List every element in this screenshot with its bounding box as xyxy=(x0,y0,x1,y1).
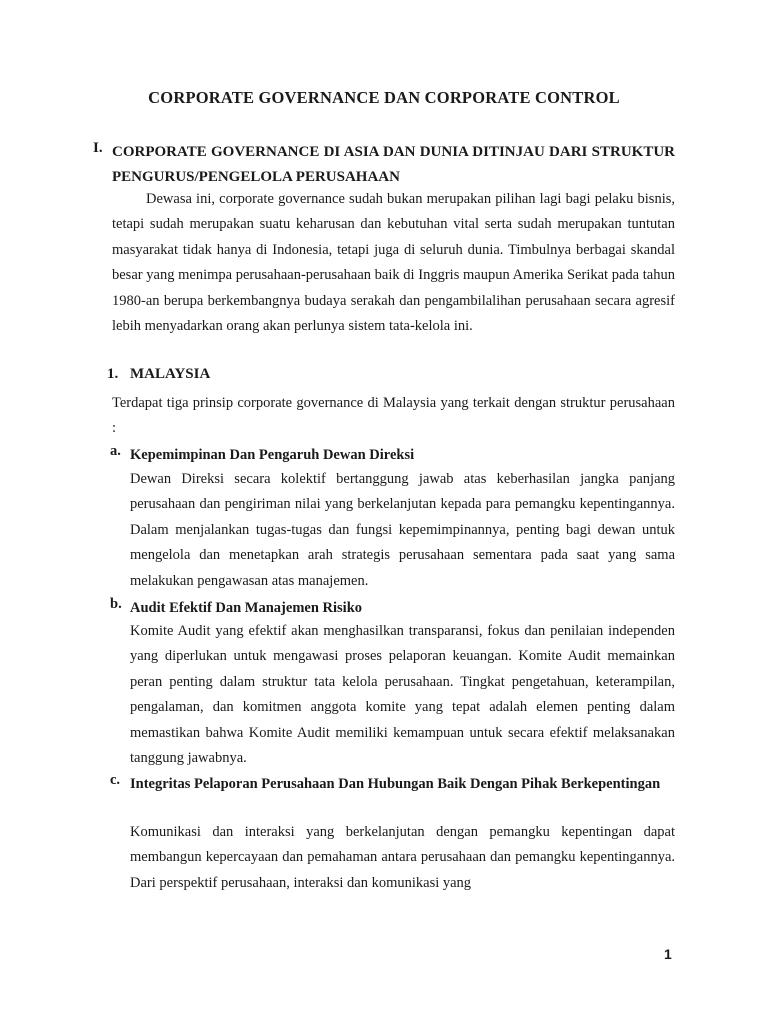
item-title: Audit Efektif Dan Manajemen Risiko xyxy=(130,600,363,616)
item-body: Komite Audit yang efektif akan menghasilkan transparansi, fokus dan penilaian independen yang diperlukan untuk mengawasi proses pelaporan keuangan. Komite Audit memainkan peran penting dalam struktur tata kelola perusahaan. Tingkat pengetahuan, keterampilan, pengalaman, dan komitmen anggota komite yang tepat adalah elemen penting dalam memastikan bahwa Komite Audit memiliki kemampuan untuk secara efektif melaksanakan tanggung jawabnya. xyxy=(130,623,675,767)
item-body: Dewan Direksi secara kolektif bertanggung jawab atas keberhasilan jangka panjang perusahaan dan pengiriman nilai yang berkelanjutan kepada para pemangku kepentingannya. Dalam menjalankan tugas-tugas dan fungsi kepemimpinannya, penting bagi dewan untuk mengelola dan menetapkan arah strategis perusahaan sementara pada saat yang sama melakukan pengawasan atas manajemen. xyxy=(130,471,675,589)
document-title: CORPORATE GOVERNANCE DAN CORPORATE CONTROL xyxy=(148,88,620,107)
item-title: Kepemimpinan Dan Pengaruh Dewan Direksi xyxy=(130,447,415,463)
section-title: CORPORATE GOVERNANCE DI ASIA DAN DUNIA DITINJAU DARI STRUKTUR PENGURUS/PENGELOLA PERUSAHAAN xyxy=(112,144,675,185)
item-title: Integritas Pelaporan Perusahaan Dan Hubungan Baik Dengan Pihak Berkepentingan xyxy=(130,776,661,792)
subsection-number: 1. xyxy=(107,366,119,382)
section-number: I. xyxy=(93,140,103,156)
item-letter: b. xyxy=(110,596,122,612)
section-intro-paragraph: Dewasa ini, corporate governance sudah bukan merupakan pilihan lagi bagi pelaku bisnis, tetapi sudah merupakan suatu keharusan dan kebutuhan vital serta sudah merupakan tuntutan masyarakat tidak hanya di Indonesia, tetapi juga di seluruh dunia. Timbulnya berbagai skandal besar yang menimpa perusahaan-perusahaan baik di Inggris maupun Amerika Serikat pada tahun 1980-an berupa berkembangnya budaya serakah dan pengambilalihan perusahaan secara agresif lebih menyadarkan orang akan perlunya sistem tata-kelola ini. xyxy=(112,191,675,335)
page-number: 1 xyxy=(664,946,672,962)
item-letter: a. xyxy=(110,443,121,459)
item-body: Komunikasi dan interaksi yang berkelanjutan dengan pemangku kepentingan dapat membangun kepercayaan dan pemahaman antara perusahaan dan pemangku kepentingannya. Dari perspektif perusahaan, interaksi dan komunikasi yang xyxy=(130,824,675,891)
item-letter: c. xyxy=(110,772,121,788)
subsection-intro-paragraph: Terdapat tiga prinsip corporate governance di Malaysia yang terkait dengan struktur perusahaan : xyxy=(112,395,675,437)
subsection-title: MALAYSIA xyxy=(130,366,211,382)
